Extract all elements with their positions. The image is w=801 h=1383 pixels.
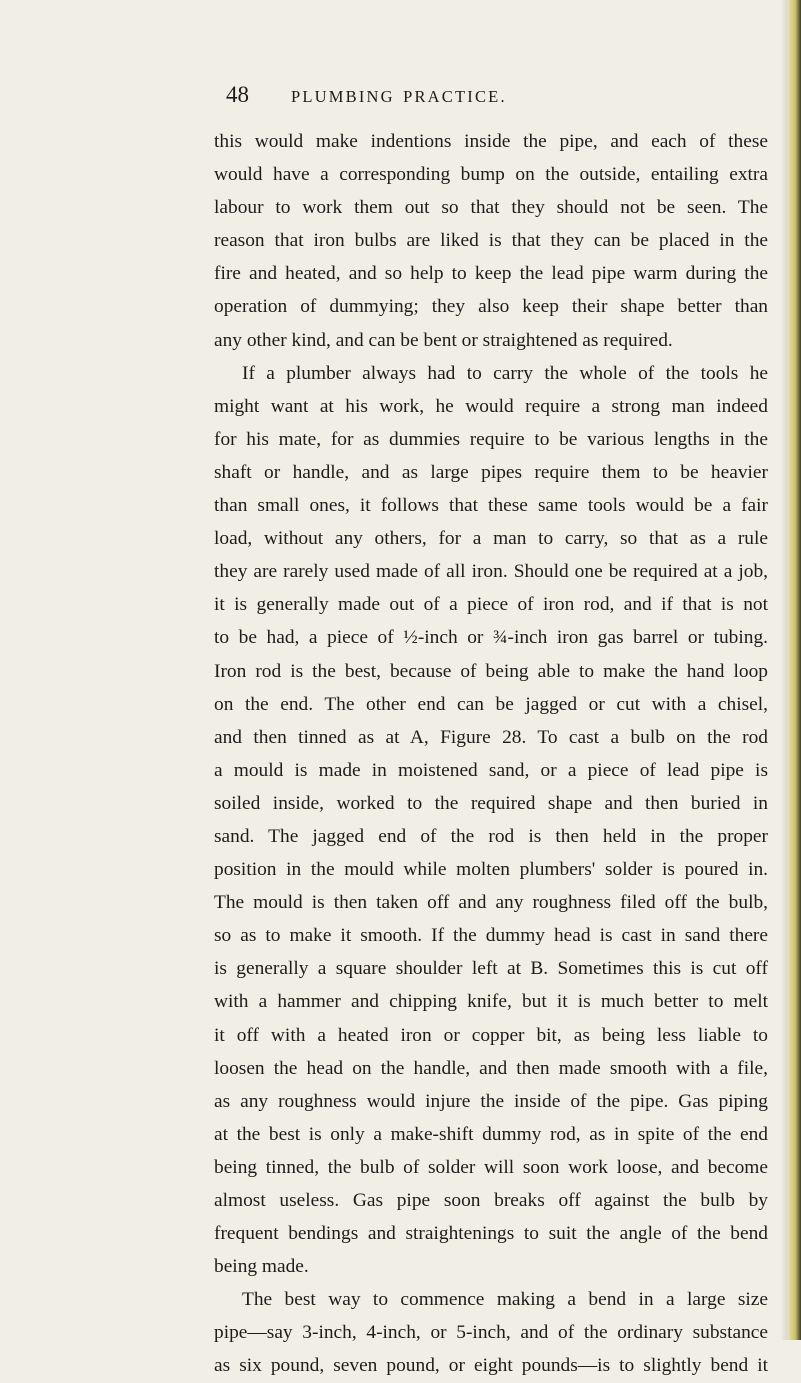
text-line: so as to make it smooth. If the dummy head is cast in sand there bbox=[214, 925, 768, 947]
text-line: shaft or handle, and as large pipes require them to be heavier bbox=[214, 461, 768, 483]
text-line: it is generally made out of a piece of iron rod, and if that is not bbox=[214, 594, 768, 616]
text-line: soiled inside, worked to the required shape and then buried in bbox=[214, 792, 768, 814]
page-number: 48 bbox=[226, 82, 249, 107]
body-text bbox=[214, 125, 768, 1383]
text-line: The best way to commence making a bend in a large size bbox=[242, 1289, 768, 1311]
text-line: load, without any others, for a man to carry, so that as a rule bbox=[214, 528, 768, 550]
text-line: pipe—say 3-inch, 4-inch, or 5-inch, and of the ordinary substance bbox=[214, 1322, 768, 1344]
text-line: any other kind, and can be bent or straightened as required. bbox=[214, 329, 673, 351]
text-line: it off with a heated iron or copper bit, as being less liable to bbox=[214, 1024, 768, 1046]
text-line: for his mate, for as dummies require to be various lengths in the bbox=[214, 428, 768, 450]
text-line: is generally a square shoulder left at B. Sometimes this is cut off bbox=[214, 958, 768, 980]
text-line: might want at his work, he would require a strong man indeed bbox=[214, 395, 768, 417]
text-line: at the best is only a make-shift dummy rod, as in spite of the end bbox=[214, 1123, 768, 1145]
text-line: they are rarely used made of all iron. Should one be required at a job, bbox=[214, 561, 768, 583]
text-line: frequent bendings and straightenings to suit the angle of the bend bbox=[214, 1223, 768, 1245]
text-line: sand. The jagged end of the rod is then held in the proper bbox=[214, 825, 768, 847]
text-line: a mould is made in moistened sand, or a piece of lead pipe is bbox=[214, 759, 768, 781]
text-line: as any roughness would injure the inside of the pipe. Gas piping bbox=[214, 1090, 768, 1112]
text-line: with a hammer and chipping knife, but it is much better to melt bbox=[214, 991, 768, 1013]
text-line: operation of dummying; they also keep their shape better than bbox=[214, 296, 768, 318]
text-line: labour to work them out so that they should not be seen. The bbox=[214, 197, 768, 219]
text-line: being tinned, the bulb of solder will soon work loose, and become bbox=[214, 1156, 768, 1178]
text-line: would have a corresponding bump on the outside, entailing extra bbox=[214, 164, 768, 186]
text-line: on the end. The other end can be jagged or cut with a chisel, bbox=[214, 693, 768, 715]
page-edge bbox=[787, 0, 801, 1340]
running-head: PLUMBING PRACTICE. bbox=[291, 87, 507, 106]
text-line: as six pound, seven pound, or eight pounds—is to slightly bend it bbox=[214, 1355, 768, 1377]
text-line: fire and heated, and so help to keep the lead pipe warm during the bbox=[214, 263, 768, 285]
text-line: If a plumber always had to carry the whole of the tools he bbox=[242, 362, 768, 384]
text-line: position in the mould while molten plumbers' solder is poured in. bbox=[214, 859, 768, 881]
text-line: Iron rod is the best, because of being able to make the hand loop bbox=[214, 660, 768, 682]
text-line: almost useless. Gas pipe soon breaks off against the bulb by bbox=[214, 1190, 768, 1211]
text-line: and then tinned as at A, Figure 28. To cast a bulb on the rod bbox=[214, 726, 768, 748]
page-header bbox=[226, 82, 507, 116]
text-line: loosen the head on the handle, and then made smooth with a file, bbox=[214, 1057, 768, 1079]
text-line: than small ones, it follows that these same tools would be a fair bbox=[214, 495, 768, 517]
text-line: to be had, a piece of ½-inch or ¾-inch iron gas barrel or tubing. bbox=[214, 627, 768, 649]
text-line: being made. bbox=[214, 1256, 309, 1278]
text-line: reason that iron bulbs are liked is that they can be placed in the bbox=[214, 230, 768, 252]
text-line: this would make indentions inside the pipe, and each of these bbox=[214, 131, 768, 152]
text-line: The mould is then taken off and any roughness filed off the bulb, bbox=[214, 892, 768, 914]
